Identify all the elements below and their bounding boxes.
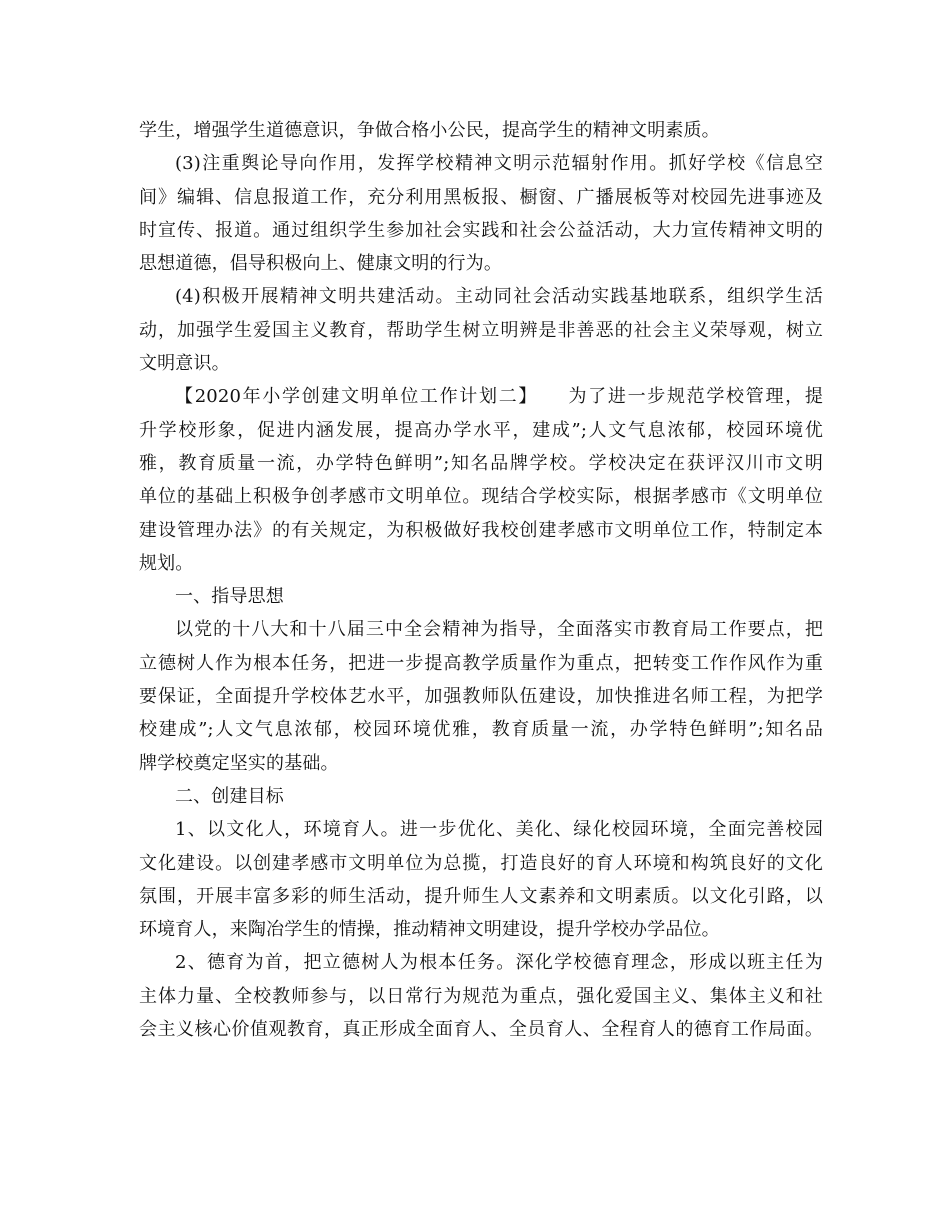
text-line: 主体力量、全校教师参与，以日常行为规范为重点，强化爱国主义、集体主义和社 xyxy=(139,985,823,1007)
text-line: (3)注重舆论导向作用，发挥学校精神文明示范辐射作用。抓好学校《信息空 xyxy=(175,153,823,175)
text-line: 立德树人作为根本任务，把进一步提高教学质量作为重点，把转变工作作风作为重 xyxy=(139,652,823,674)
text-line: 【2020年小学创建文明单位工作计划二】 为了进一步规范学校管理，提 xyxy=(175,386,823,408)
text-line: 升学校形象，促进内涵发展，提高办学水平，建成”;人文气息浓郁，校园环境优 xyxy=(139,419,823,441)
text-line: 环境育人，来陶冶学生的情操，推动精神文明建设，提升学校办学品位。 xyxy=(139,919,720,941)
text-line: 一、指导思想 xyxy=(175,586,284,608)
text-line: 文化建设。以创建孝感市文明单位为总揽，打造良好的育人环境和构筑良好的文化 xyxy=(139,852,823,874)
text-line: 以党的十八大和十八届三中全会精神为指导，全面落实市教育局工作要点，把 xyxy=(175,619,823,641)
text-line: 氛围，开展丰富多彩的师生活动，提升师生人文素养和文明素质。以文化引路，以 xyxy=(139,885,823,907)
text-line: 校建成”;人文气息浓郁，校园环境优雅，教育质量一流，办学特色鲜明”;知名品 xyxy=(139,719,823,741)
text-line: 单位的基础上积极争创孝感市文明单位。现结合学校实际，根据孝感市《文明单位 xyxy=(139,486,823,508)
text-line: 会主义核心价值观教育，真正形成全面育人、全员育人、全程育人的德育工作局面。 xyxy=(139,1019,823,1041)
document-body xyxy=(139,114,823,1046)
text-line: 1、以文化人，环境育人。进一步优化、美化、绿化校园环境，全面完善校园 xyxy=(175,819,823,841)
text-line: 间》编辑、信息报道工作，充分利用黑板报、橱窗、广播展板等对校园先进事迹及 xyxy=(139,186,823,208)
text-line: 动，加强学生爱国主义教育，帮助学生树立明辨是非善恶的社会主义荣辱观，树立 xyxy=(139,319,823,341)
text-line: 2、德育为首，把立德树人为根本任务。深化学校德育理念，形成以班主任为 xyxy=(175,952,823,974)
text-line: 要保证，全面提升学校体艺水平，加强教师队伍建设，加快推进名师工程，为把学 xyxy=(139,686,823,708)
text-line: 时宣传、报道。通过组织学生参加社会实践和社会公益活动，大力宣传精神文明的 xyxy=(139,219,823,241)
text-line: 建设管理办法》的有关规定，为积极做好我校创建孝感市文明单位工作，特制定本 xyxy=(139,519,823,541)
text-line: 规划。 xyxy=(139,552,194,574)
text-line: 二、创建目标 xyxy=(175,785,284,807)
text-line: 文明意识。 xyxy=(139,353,230,375)
text-line: 思想道德，倡导积极向上、健康文明的行为。 xyxy=(139,253,502,275)
text-line: 学生，增强学生道德意识，争做合格小公民，提高学生的精神文明素质。 xyxy=(139,120,720,141)
text-line: 牌学校奠定坚实的基础。 xyxy=(139,752,339,774)
text-line: 雅，教育质量一流，办学特色鲜明”;知名品牌学校。学校决定在获评汉川市文明 xyxy=(139,452,823,474)
text-line: (4)积极开展精神文明共建活动。主动同社会活动实践基地联系，组织学生活 xyxy=(175,286,823,308)
